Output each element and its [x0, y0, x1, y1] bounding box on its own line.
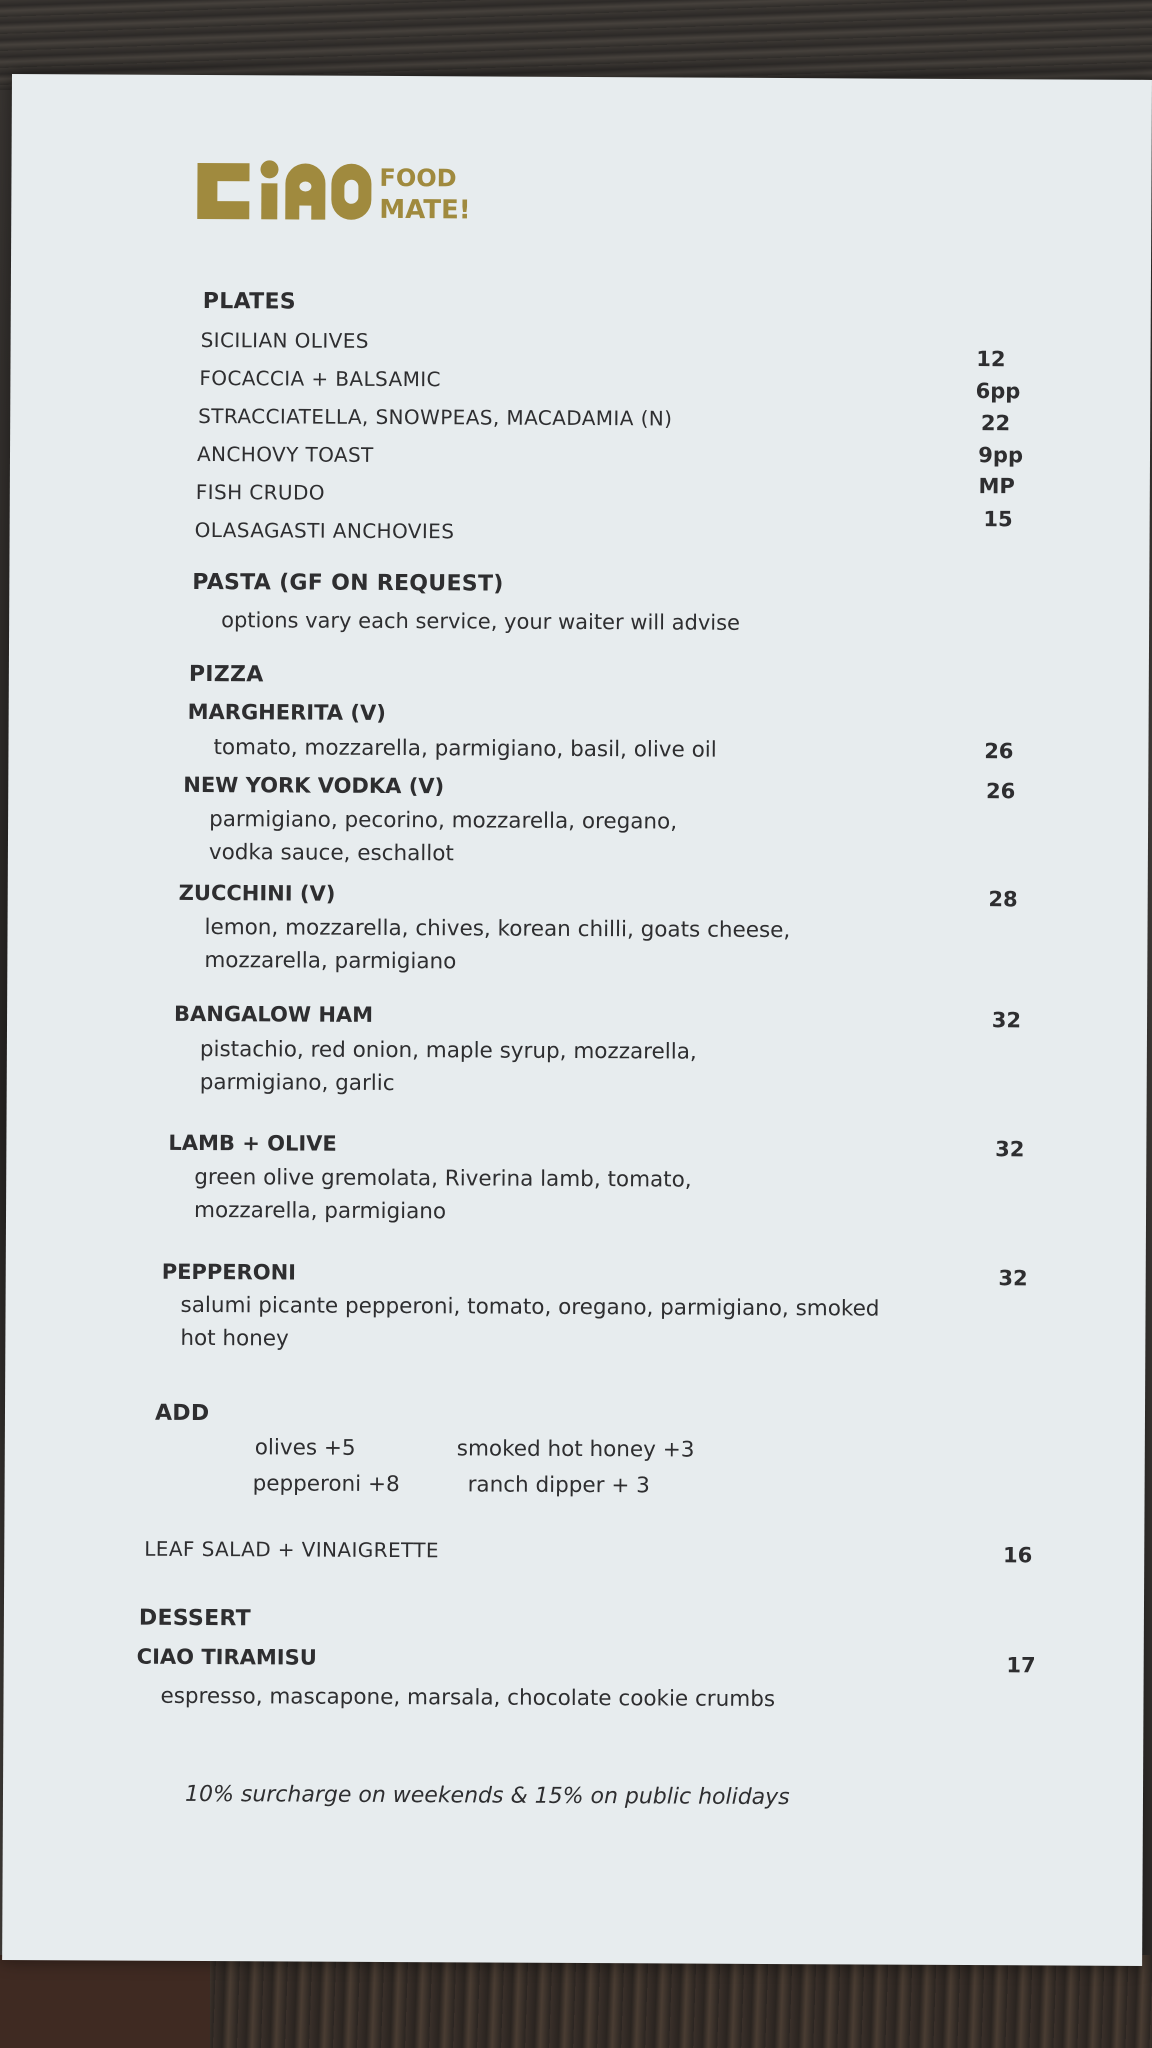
pizza-item-price: 32: [998, 1266, 1028, 1291]
section-title-pasta: PASTA (GF ON REQUEST): [192, 569, 504, 597]
pizza-item-desc: salumi picante pepperoni, tomato, oregano, parmigiano, smoked hot honey: [180, 1292, 880, 1352]
add-on-item: ranch dipper + 3: [467, 1472, 650, 1499]
plates-item-price: MP: [978, 474, 1015, 499]
pizza-item-name: BANGALOW HAM: [174, 1001, 374, 1027]
plates-item-price: 12: [976, 347, 1006, 372]
add-on-item: olives +5: [254, 1435, 356, 1461]
section-title-dessert: DESSERT: [138, 1605, 252, 1632]
pizza-item-desc: green olive gremolata, Riverina lamb, tomato, mozzarella, parmigiano: [193, 1164, 692, 1225]
section-title-add: ADD: [154, 1400, 210, 1427]
pizza-item-price: 26: [984, 739, 1014, 764]
plates-item-price: 22: [980, 411, 1011, 436]
logo-tag-top: FOOD: [379, 163, 457, 193]
plates-item-price: 6pp: [975, 379, 1021, 404]
pizza-item-name: NEW YORK VODKA (V): [183, 772, 445, 799]
salad-price: 16: [1002, 1543, 1033, 1568]
plates-item-name: ANCHOVY TOAST: [196, 441, 374, 467]
dessert-item-desc: espresso, mascapone, marsala, chocolate cookie crumbs: [160, 1683, 776, 1713]
pizza-item-name: MARGHERITA (V): [187, 699, 386, 725]
pizza-item-desc: tomato, mozzarella, parmigiano, basil, olive oil: [213, 735, 717, 763]
wood-table-corner: [0, 1955, 210, 2048]
plates-item-name: OLASAGASTI ANCHOVIES: [194, 517, 455, 544]
add-on-item: pepperoni +8: [252, 1471, 400, 1498]
dessert-item-name: CIAO TIRAMISU: [136, 1644, 317, 1670]
restaurant-logo: [193, 153, 471, 244]
plates-item-price: 9pp: [978, 443, 1024, 468]
pizza-item-name: LAMB + OLIVE: [168, 1130, 337, 1156]
menu-card: [2, 74, 1152, 1966]
pizza-item-price: 32: [995, 1137, 1025, 1162]
pasta-note: options vary each service, your waiter will advise: [221, 608, 741, 635]
plates-item-name: FISH CRUDO: [195, 479, 326, 505]
add-on-item: smoked hot honey +3: [456, 1436, 695, 1463]
section-title-pizza: PIZZA: [188, 661, 264, 688]
dessert-item-price: 17: [1006, 1653, 1036, 1678]
plates-item-price: 15: [983, 507, 1013, 532]
logo-mark: [193, 153, 471, 244]
pizza-item-price: 32: [991, 1008, 1022, 1033]
plates-item-name: STRACCIATELLA, SNOWPEAS, MACADAMIA (N): [198, 403, 673, 431]
pizza-item-price: 28: [988, 887, 1018, 912]
pizza-item-desc: lemon, mozzarella, chives, korean chilli, goats cheese, mozzarella, parmigiano: [204, 915, 791, 975]
pizza-item-desc: pistachio, red onion, maple syrup, mozzarella, parmigiano, garlic: [199, 1036, 697, 1097]
section-title-plates: PLATES: [202, 289, 297, 315]
logo-tag-bottom: MATE!: [379, 194, 471, 226]
surcharge-note: 10% surcharge on weekends & 15% on public holidays: [184, 1781, 790, 1811]
pizza-item-price: 26: [985, 779, 1016, 804]
plates-item-name: SICILIAN OLIVES: [200, 327, 369, 353]
pizza-item-desc: parmigiano, pecorino, mozzarella, oregano, vodka sauce, eschallot: [208, 807, 678, 867]
pizza-item-name: PEPPERONI: [161, 1259, 297, 1285]
plates-item-name: FOCACCIA + BALSAMIC: [199, 365, 442, 392]
pizza-item-name: ZUCCHINI (V): [178, 880, 336, 906]
salad-name: LEAF SALAD + VINAIGRETTE: [144, 1536, 440, 1563]
